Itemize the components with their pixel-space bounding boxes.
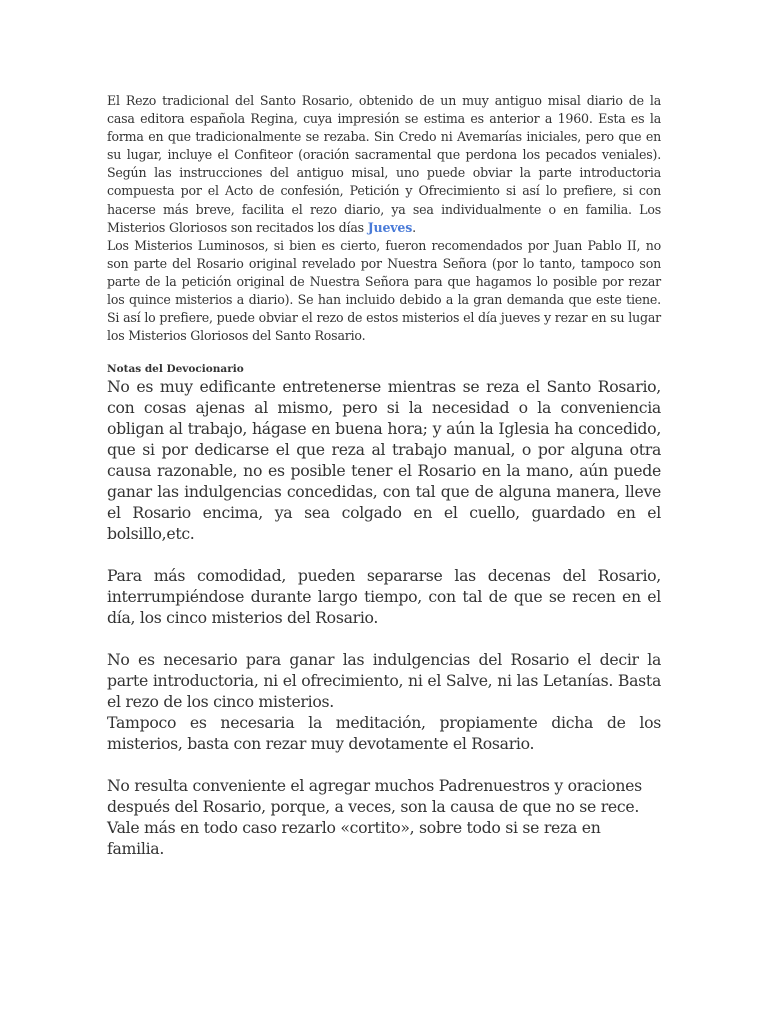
document-page <box>107 92 661 880</box>
notes-heading: Notas del Devocionario <box>107 363 244 376</box>
note-paragraph-3 <box>107 649 661 754</box>
note-paragraph-2: Para más comodidad, pueden separarse las decenas del Rosario, interrumpiéndose durante largo tiempo, con tal de que se recen en el día, los cinco misterios del Rosario. <box>107 566 661 628</box>
intro-text-2: . <box>412 219 416 235</box>
intro-text-1: El Rezo tradicional del Santo Rosario, obtenido de un muy antiguo misal diario de la casa editora española Regina, cuya impresión se estima es anterior a 1960. Esta es la forma en que tradicionalmente se rezaba. Sin Credo ni Avemarías iniciales, pero que en su lugar, incluye el Confiteor (oración sacramental que perdona los pecados veniales). Según las instrucciones del antiguo misal, uno puede obviar la parte introductoria compuesta por el Acto de confesión, Petición y Ofrecimiento si así lo prefiere, si con hacerse más breve, facilita el rezo diario, ya sea individualmente o en familia. Los Misterios Gloriosos son recitados los días <box>107 93 661 235</box>
note-paragraph-1: No es muy edificante entretenerse mientras se reza el Santo Rosario, con cosas ajenas al mismo, pero si la necesidad o la conveniencia obligan al trabajo, hágase en buena hora; y aún la Iglesia ha concedido, que si por dedicarse el que reza al trabajo manual, o por alguna otra causa razonable, no es posible tener el Rosario en la mano, aún puede ganar las indulgencias concedidas, con tal que de alguna manera, lleve el Rosario encima, ya sea colgado en el cuello, guardado en el bolsillo,etc. <box>107 377 661 544</box>
note-paragraph-4: No resulta conveniente el agregar muchos Padrenuestros y oraciones después del Rosario, porque, a veces, son la causa de que no se rece. Vale más en todo caso rezarlo «cortito», sobre todo si se reza en familia. <box>107 776 642 859</box>
intro-paragraph <box>107 92 661 345</box>
intro-text-3: Los Misterios Luminosos, si bien es cierto, fueron recomendados por Juan Pablo II, no son parte del Rosario original revelado por Nuestra Señora (por lo tanto, tampoco son parte de la petición original de Nuestra Señora para que hagamos lo posible por rezar los quince misterios a diario). Se han incluido debido a la gran demanda que este tiene. Si así lo prefiere, puede obviar el rezo de estos misterios el día jueves y rezar en su lugar los Misterios Gloriosos del Santo Rosario. <box>107 237 661 344</box>
note-paragraph-3b: Tampoco es necesaria la meditación, propiamente dicha de los misterios, basta con rezar muy devotamente el Rosario. <box>107 713 661 754</box>
jueves-highlight: Jueves <box>367 219 413 235</box>
note-paragraph-3a: No es necesario para ganar las indulgencias del Rosario el decir la parte introductoria, ni el ofrecimiento, ni el Salve, ni las Letanías. Basta el rezo de los cinco misterios. <box>107 650 661 712</box>
